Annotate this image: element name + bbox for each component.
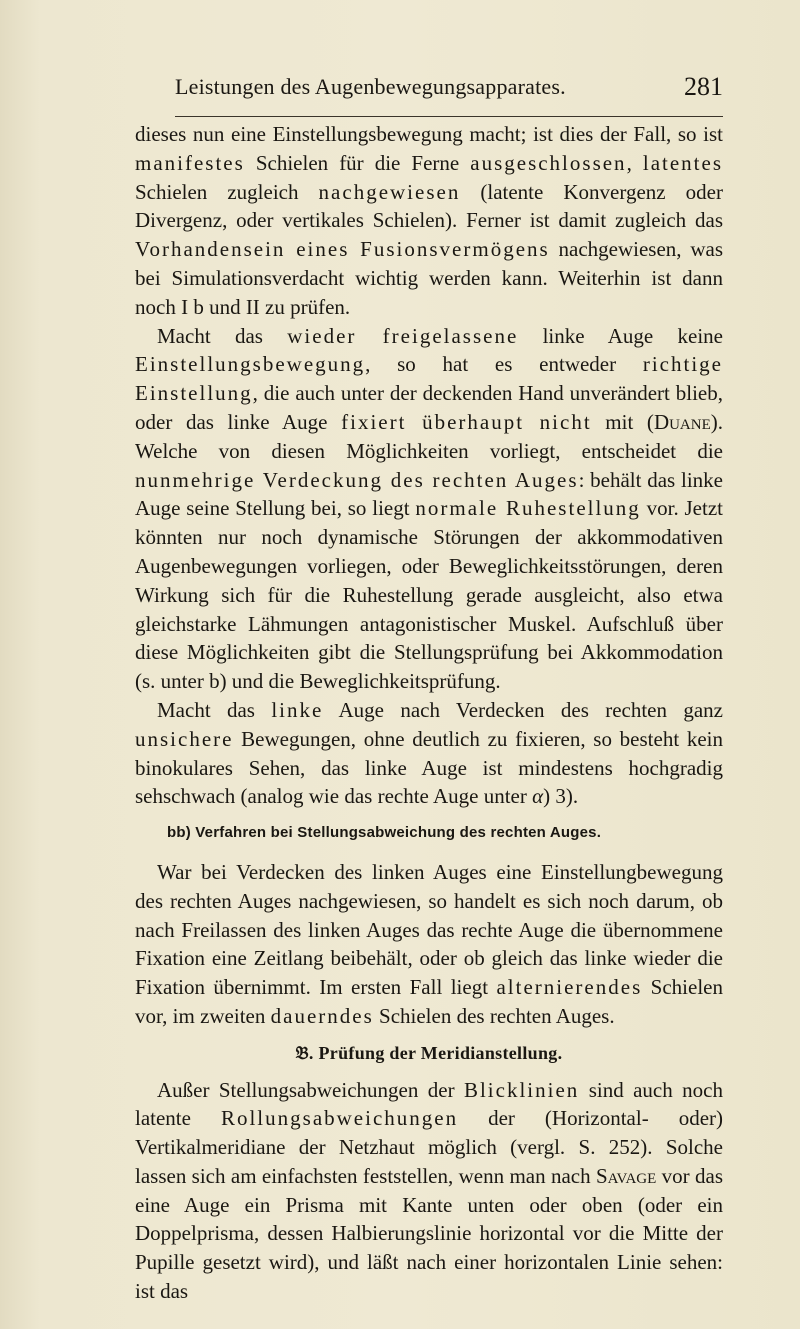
text-run: Bewegungen, ohne deutlich zu fixieren, so besteht kein binokulares Sehen, das linke Auge ist mindestens hochgradig sehschwach (analog wie das rechte Auge unter <box>135 726 723 809</box>
text-run: nachgewiesen, was bei Simulationsverdacht wichtig werden kann. Weiterhin ist dann noch I b und II zu prüfen. <box>135 237 723 319</box>
spaced-term: ausgeschlossen <box>470 150 627 175</box>
body-text <box>135 120 723 1306</box>
spaced-term: nachgewiesen <box>318 179 461 204</box>
text-run: dieses nun eine Einstellungsbewegung macht; ist dies der Fall, so ist <box>135 122 723 146</box>
spaced-term: wieder freigelassene <box>287 323 519 348</box>
greek-letter: α <box>532 784 544 809</box>
text-run: sind auch noch latente <box>135 1077 723 1131</box>
text-run: Macht das <box>157 323 288 348</box>
section-heading: 𝔅. Prüfung der Meridianstellung. <box>295 1042 563 1063</box>
spaced-term: Rollungsabweichungen <box>220 1106 459 1131</box>
paragraph-5 <box>135 1076 723 1306</box>
text-run: mit ( <box>591 409 654 434</box>
text-run: : behält das linke Auge seine Stellung bei, so liegt <box>135 467 723 521</box>
text-run: , <box>626 150 643 175</box>
text-run: ) 3). <box>543 784 579 809</box>
subheading: bb) Verfahren bei Stellungsabweichung des rechten Auges. <box>167 824 602 842</box>
text-run: , die auch unter der deckenden Hand unverändert blieb, oder das linke Auge <box>135 381 723 434</box>
paragraph-4 <box>135 858 723 1031</box>
paragraph-1 <box>135 120 723 322</box>
spaced-term: Blicklinien <box>463 1077 580 1102</box>
text-run: Außer Stellungsabweichungen der <box>157 1077 464 1102</box>
text-run: Auge nach Verdecken des rechten ganz <box>323 697 723 722</box>
paragraph-3 <box>135 696 723 811</box>
text-run: Schielen zugleich <box>135 179 319 204</box>
text-run: War bei Verdecken des linken Auges eine Einstellungbewegung des rechten Auges nachgewiesen, so handelt es sich noch darum, ob nach Freilassen des linken Auges das rechte Auge die übernommene Fixation eine Zeitlang beibehält, oder ob gleich das linke wieder die Fixation übernimmt. Im ersten Fall liegt <box>135 859 723 1000</box>
text-run: Schielen des rechten Auges. <box>373 1003 615 1028</box>
spaced-term: alternierendes <box>496 975 643 1000</box>
author-name: Savage <box>595 1163 657 1188</box>
spaced-term: nunmehrige Verdeckung des rechten Auges <box>135 467 579 492</box>
spaced-term: normale Ruhestellung <box>415 496 641 521</box>
text-run: vor das eine Auge ein Prisma mit Kante unten oder oben (oder ein Doppelprisma, dessen Halbierungslinie horizontal vor die Mitte der Pupille gesetzt wird), und läßt nach einer horizontalen Linie sehen: ist das <box>135 1163 723 1304</box>
spaced-term: manifestes <box>135 150 245 175</box>
spaced-term: linke <box>271 697 324 722</box>
text-run: vor. Jetzt könnten nur noch dynamische Störungen der akkommodativen Augenbewegungen vorliegen, oder Beweglichkeitsstörungen, deren Wirkung sich für die Ruhestellung gerade ausgleicht, also etwa gleichstarke Lähmungen antagonistischer Muskel. Aufschluß über diese Möglichkeiten gibt die Stellungsprüfung bei Akkommodation (s. unter b) und die Beweglichkeitsprüfung. <box>135 496 723 694</box>
page-number: 281 <box>684 72 723 101</box>
spaced-term: fixiert überhaupt nicht <box>341 409 592 434</box>
spaced-term: richtige Einstellung <box>135 352 723 406</box>
text-run: ). Welche von diesen Möglichkeiten vorliegt, entscheidet die <box>135 409 724 463</box>
spaced-term: Einstellungsbewegung <box>135 352 366 377</box>
text-run: Schielen vor, im zweiten <box>135 975 723 1028</box>
text-run: , so hat es entweder <box>365 352 643 377</box>
text-run: linke Auge keine <box>518 323 723 348</box>
author-name: Duane <box>653 409 711 434</box>
text-run: (latente Konvergenz oder Divergenz, oder vertikales Schielen). Ferner ist damit zugleich das <box>135 179 723 233</box>
running-header <box>175 74 723 114</box>
spaced-term: Vorhandensein eines Fusionsvermögens <box>135 237 550 262</box>
paragraph-2 <box>135 322 723 696</box>
spaced-term: unsichere <box>135 726 234 751</box>
spaced-term: latentes <box>642 150 723 175</box>
header-rule <box>175 116 723 117</box>
text-run: Schielen für die Ferne <box>244 150 471 175</box>
text-run: Macht das <box>157 697 272 722</box>
header-title: Leistungen des Augenbewegungsapparates. <box>175 74 566 99</box>
spaced-term: dauerndes <box>270 1003 374 1028</box>
text-run: der (Horizontal- oder) Vertikalmeridiane der Netzhaut möglich (vergl. S. 252). Solche lassen sich am einfachsten feststellen, wenn man nach <box>135 1106 723 1188</box>
